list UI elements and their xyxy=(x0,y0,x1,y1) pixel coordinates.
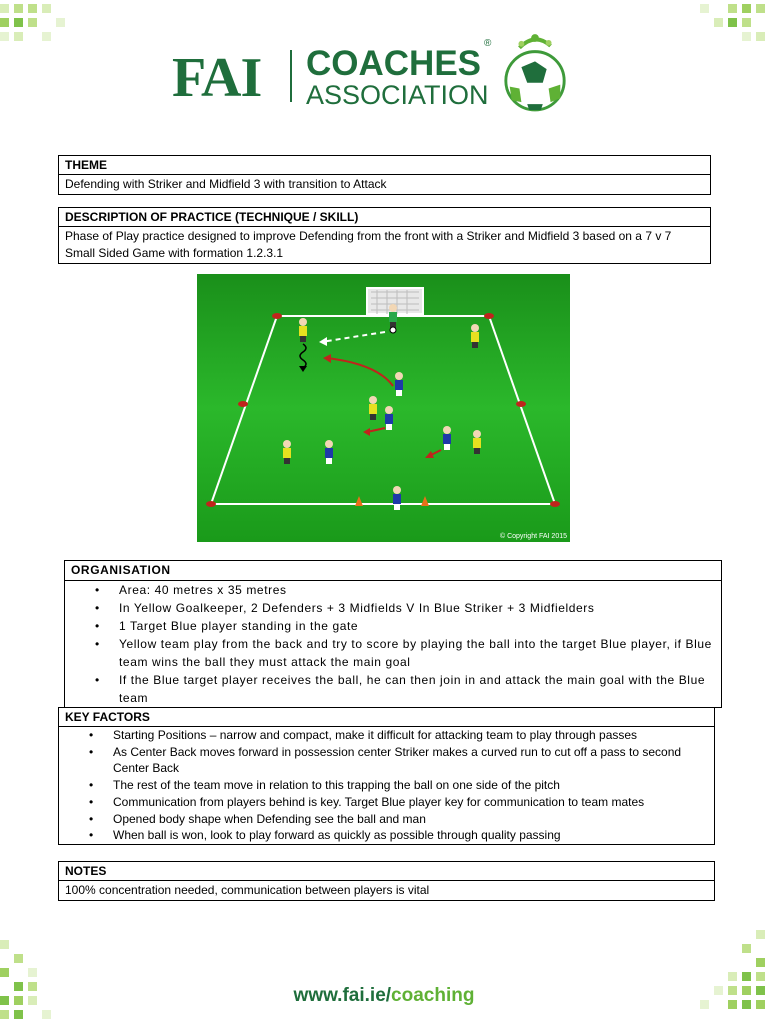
diagram-copyright: © Copyright FAI 2015 xyxy=(499,533,567,540)
list-item: • Starting Positions – narrow and compact, make it difficult for attacking team to play through passes xyxy=(59,727,714,744)
list-item: • In Yellow Goalkeeper, 2 Defenders + 3 Midfields V In Blue Striker + 3 Midfielders xyxy=(65,599,721,617)
goalkeeper-player xyxy=(389,304,397,328)
key-factors-heading: KEY FACTORS xyxy=(59,708,714,727)
footer-url-main: www.fai.ie/ xyxy=(293,985,392,1006)
practice-diagram xyxy=(197,274,570,542)
notes-heading: NOTES xyxy=(59,862,714,881)
organisation-section xyxy=(64,560,722,708)
logo-association-text: ASSOCIATION xyxy=(306,80,489,110)
corner-pattern-bottom-right xyxy=(640,920,768,1024)
ball-icon xyxy=(390,327,396,333)
key-factors-section xyxy=(58,707,715,845)
notes-section xyxy=(58,861,715,901)
key-factors-list xyxy=(59,727,714,844)
corner-pattern-bottom-left xyxy=(0,930,110,1024)
footer-url-coaching: coaching xyxy=(391,985,475,1006)
theme-section xyxy=(58,155,711,195)
list-item: • If the Blue target player receives the ball, he can then join in and attack the main goal with the Blue team xyxy=(65,671,721,707)
soccer-ball-logo-icon xyxy=(500,28,570,118)
description-text: Phase of Play practice designed to improve Defending from the front with a Striker and Midfield 3 based on a 7 v 7 Small Sided Game with formation 1.2.3.1 xyxy=(65,229,672,260)
corner-pattern-top-right xyxy=(628,0,768,60)
organisation-heading: ORGANISATION xyxy=(65,561,721,581)
corner-pattern-top-left xyxy=(0,0,130,60)
list-item: • As Center Back moves forward in possession center Striker makes a curved run to cut off a pass to second Center Back xyxy=(59,744,714,777)
list-item: • Area: 40 metres x 35 metres xyxy=(65,581,721,599)
logo-divider xyxy=(290,50,292,102)
list-item: • Opened body shape when Defending see the ball and man xyxy=(59,811,714,828)
list-item: • 1 Target Blue player standing in the gate xyxy=(65,617,721,635)
organisation-list xyxy=(65,581,721,707)
notes-text: 100% concentration needed, communication between players is vital xyxy=(65,883,430,897)
list-item: • Communication from players behind is key. Target Blue player key for communication to team mates xyxy=(59,794,714,811)
theme-text: Defending with Striker and Midfield 3 with transition to Attack xyxy=(65,177,387,191)
list-item: • When ball is won, look to play forward as quickly as possible through quality passing xyxy=(59,827,714,844)
list-item: • The rest of the team move in relation to this trapping the ball on one side of the pitch xyxy=(59,777,714,794)
pitch-diagram-svg xyxy=(197,274,570,542)
description-heading: DESCRIPTION OF PRACTICE (TECHNIQUE / SKILL) xyxy=(59,208,710,227)
footer-website-link[interactable] xyxy=(0,985,768,1007)
logo-registered-mark: ® xyxy=(484,38,492,49)
description-section xyxy=(58,207,711,264)
theme-heading: THEME xyxy=(59,156,710,175)
list-item: • Yellow team play from the back and try to score by playing the ball into the target Blue player, if Blue team wins the ball they must attack the main goal xyxy=(65,635,721,671)
logo-fai-text: FAI xyxy=(172,47,262,109)
logo-coaches-text: COACHES xyxy=(306,44,482,83)
